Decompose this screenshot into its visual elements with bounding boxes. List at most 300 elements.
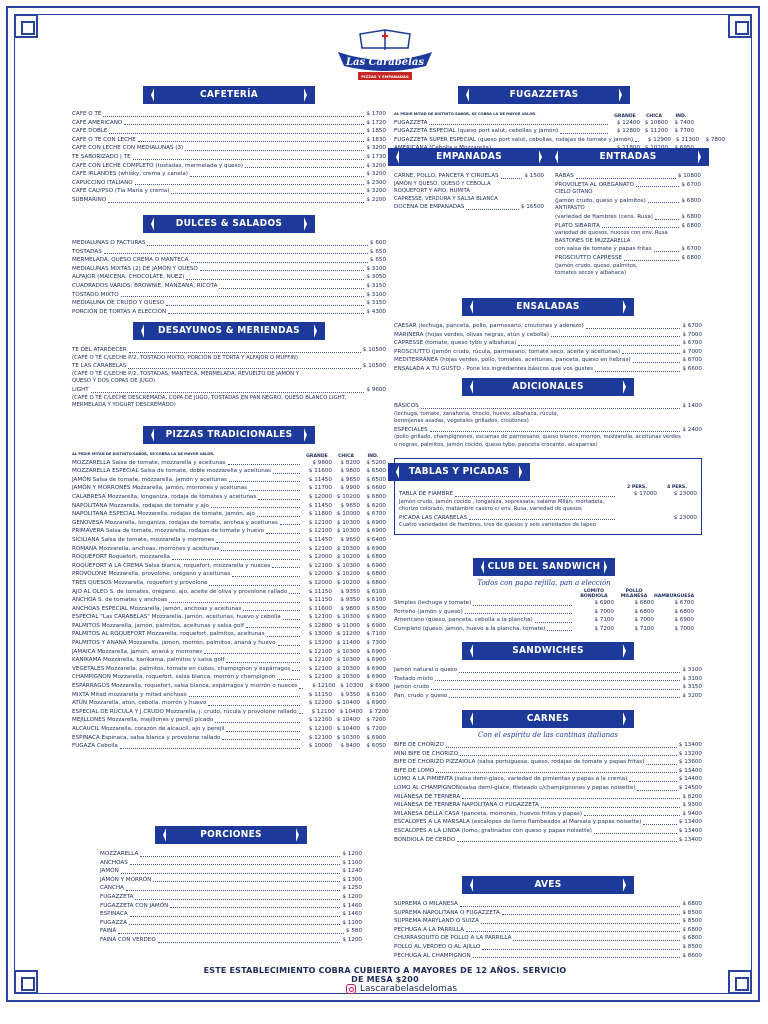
item-price: $ 12000 bbox=[308, 571, 332, 578]
menu-item bbox=[394, 934, 702, 943]
leader-dots bbox=[219, 287, 364, 289]
menu-item bbox=[394, 331, 702, 340]
menu-item bbox=[72, 570, 386, 579]
item-name: CALABRESA Mozzarella, longaniza, rodaja de tomates y aceitunas bbox=[72, 493, 257, 500]
leader-dots bbox=[209, 584, 300, 586]
item-price: $ 7000 bbox=[674, 625, 694, 632]
menu-item bbox=[72, 119, 386, 128]
item-price: $ 7000 bbox=[634, 617, 654, 624]
menu-item bbox=[394, 365, 702, 374]
menu-item bbox=[72, 716, 386, 725]
leader-dots bbox=[518, 344, 680, 346]
column-header: 4 PERS. bbox=[667, 485, 687, 490]
item-name: NAPOLITANA Mozzarella, rodajas de tomate y ajo bbox=[72, 502, 209, 509]
item-price: $ 1250 bbox=[342, 885, 362, 892]
half-flavor-note: AL PEDIR MITAD DE DISTINTO SABOR, SE COBRA LA DE MAYOR VALOR. bbox=[394, 112, 537, 116]
menu-item bbox=[72, 136, 386, 145]
menu-item bbox=[100, 902, 362, 911]
item-price: $ 6700 bbox=[366, 511, 386, 518]
leader-dots bbox=[108, 201, 364, 203]
menu-item bbox=[100, 876, 362, 885]
item-price: $ 7000 bbox=[682, 331, 702, 338]
item-name: MILANESA DE TERNERA NAPOLITANA O FUGAZZETA bbox=[394, 802, 539, 809]
item-name: TE DEL ATARDECER bbox=[72, 347, 127, 353]
section-desayunos bbox=[72, 322, 386, 410]
leader-dots bbox=[138, 140, 365, 142]
menu-item bbox=[72, 553, 386, 562]
item-price: $ 1200 bbox=[342, 893, 362, 900]
menu-item bbox=[72, 622, 386, 631]
leader-dots bbox=[576, 177, 676, 179]
item-price: $ 10800 bbox=[644, 119, 668, 126]
item-price: $ 6800 bbox=[681, 213, 701, 220]
menu-item bbox=[394, 917, 702, 926]
item-price: $ 650 bbox=[369, 248, 386, 255]
item-price: $ 1460 bbox=[342, 911, 362, 918]
leader-dots bbox=[460, 754, 677, 756]
item-name: PROVOLETA AL OREGANATO bbox=[555, 181, 635, 188]
menu-item bbox=[100, 919, 362, 928]
item-description: (CAFÉ O TÉ C/LECHE P/2, TOSTADAS, MANTECA, MERMELADA, REVUELTO DE JAMÓN Y bbox=[72, 370, 299, 377]
leader-dots bbox=[124, 123, 364, 125]
item-price: $ 12100 bbox=[308, 665, 332, 672]
item-price: $ 12100 bbox=[308, 648, 332, 655]
item-price: $ 13200 bbox=[308, 640, 332, 647]
leader-dots bbox=[277, 678, 300, 680]
section-fugazzetas bbox=[394, 86, 726, 153]
item-name: CHAMPIGNON Mozzarella, roquefort, salsa blanca, morrón y champignon bbox=[72, 674, 276, 681]
menu-item bbox=[100, 936, 362, 945]
item-price: $ 10400 bbox=[336, 726, 360, 732]
leader-dots bbox=[267, 635, 300, 637]
item-price: $ 1240 bbox=[342, 868, 362, 875]
menu-item bbox=[394, 348, 702, 357]
leader-dots bbox=[168, 312, 364, 314]
section-aves bbox=[394, 876, 702, 960]
item-price: $ 9650 bbox=[340, 536, 360, 543]
leader-dots bbox=[266, 532, 300, 534]
menu-item bbox=[72, 502, 386, 511]
item-price: $ 7800 bbox=[705, 136, 726, 143]
leader-dots bbox=[466, 208, 519, 210]
item-price: $ 10300 bbox=[336, 674, 360, 681]
menu-item bbox=[72, 273, 386, 282]
item-name: MILANESA DELLA CASA (panceta, morrones, huevos fritos y papas) bbox=[394, 810, 583, 817]
price-column-headers bbox=[394, 589, 694, 599]
item-name: TE LAS CARABELAS bbox=[72, 363, 127, 370]
item-price: $ 12100 bbox=[308, 726, 332, 732]
item-name: ENSALADA A TU GUSTO - Pone los ingredientes básicos que vos gustes bbox=[394, 365, 594, 372]
item-name: MEDIALUNAS O FACTURAS bbox=[72, 240, 146, 246]
item-price: $ 1830 bbox=[366, 136, 386, 143]
item-price: $ 7000 bbox=[682, 348, 702, 355]
leader-dots bbox=[226, 661, 300, 663]
item-name: MARINERA (hojas verdes, olivas negras, atún y cebolla) bbox=[394, 331, 549, 338]
item-price: $ 6900 bbox=[366, 700, 386, 707]
leader-dots bbox=[624, 259, 679, 261]
item-name: PRIMAVERA Salsa de tomate, mozzarella, rodajas de tomate y huevo bbox=[72, 528, 265, 535]
item-name: (jamón crudo, queso y palmitos) bbox=[555, 197, 646, 204]
menu-item bbox=[394, 127, 694, 136]
section-subtitle: Con el espíritu de las cantinas italianas bbox=[478, 731, 618, 739]
item-price: $ 6050 bbox=[366, 743, 386, 750]
leader-dots bbox=[584, 814, 680, 816]
leader-dots bbox=[481, 922, 680, 924]
section-title: ENTRADAS bbox=[558, 148, 698, 166]
item-description: CAPRESSE, VERDURA Y SALSA BLANCA bbox=[394, 195, 498, 202]
item-name: JAMÓN Salsa de tomate, mozzarella, jamón y aceitunas bbox=[72, 476, 227, 483]
item-price: $ 12400 bbox=[616, 119, 640, 126]
item-price: $ 5200 bbox=[366, 459, 386, 466]
item-price: $ 6900 bbox=[366, 519, 386, 526]
price-column-headers bbox=[72, 450, 386, 459]
section-title: CLUB DEL SANDWICH bbox=[484, 558, 604, 576]
item-price: $ 3100 bbox=[366, 265, 386, 272]
corner-ornament bbox=[728, 14, 752, 38]
item-price: $ 1100 bbox=[342, 919, 362, 926]
item-name: TOSTADAS bbox=[72, 248, 102, 255]
leader-dots bbox=[283, 618, 300, 620]
menu-item bbox=[394, 750, 702, 759]
menu-item bbox=[394, 909, 702, 918]
leader-dots bbox=[457, 840, 677, 842]
item-price: $ 3050 bbox=[366, 274, 386, 281]
item-name: MEDITERRÁNEA (hojas verdes, pollo, tomates, aceitunas, panceta, queso en hebras) bbox=[394, 357, 631, 364]
menu-item bbox=[394, 666, 702, 675]
item-price: $ 6800 bbox=[634, 600, 654, 606]
item-price: $ 7100 bbox=[634, 625, 654, 632]
menu-item bbox=[72, 308, 386, 317]
item-name: Jamón natural o queso bbox=[394, 667, 458, 673]
item-name: PROVOLONE Mozzarella, provolone, orégano y aceitunas bbox=[72, 571, 231, 578]
menu-item bbox=[555, 245, 701, 254]
menu-item bbox=[100, 850, 362, 859]
leader-dots bbox=[459, 671, 680, 673]
menu-item bbox=[72, 691, 386, 700]
item-description: (CAFÉ O TÉ C/LECHE P/2, TOSTADO MIXTO, PORCIÓN DE TORTA Y ALFAJOR O MUFFIN) bbox=[72, 354, 298, 361]
section-title: AVES bbox=[473, 876, 623, 894]
leader-dots bbox=[482, 948, 680, 950]
item-description: QUESO Y DOS COPAS DE JUGO) bbox=[72, 378, 156, 385]
leader-dots bbox=[211, 506, 300, 508]
item-price: $ 8400 bbox=[340, 743, 360, 750]
item-name: CAFE CON LECHE CON MEDIALUNAS (3) bbox=[72, 145, 184, 152]
menu-item bbox=[72, 734, 386, 743]
section-title: SANDWICHES bbox=[473, 642, 623, 660]
item-price: $ 10800 bbox=[677, 173, 701, 179]
item-name: MOZZARELLA ESPECIAL Salsa de tomate, doble mozzarella y aceitunas bbox=[72, 468, 272, 475]
leader-dots bbox=[430, 430, 681, 432]
item-name: PORCIÓN DE TORTAS A ELECCIÓN bbox=[72, 308, 167, 315]
leader-dots bbox=[648, 201, 680, 203]
leader-dots bbox=[633, 361, 681, 363]
item-name: ATÚN Mozzarella, atún, cebolla, morrón y huevo bbox=[72, 700, 207, 707]
item-description: (lechuga, tomate, zanahoria, choclo, huevo, albahaca, rúcula, bbox=[394, 410, 559, 417]
leader-dots bbox=[121, 872, 341, 874]
item-price: $ 6400 bbox=[366, 536, 386, 543]
instagram-handle[interactable] bbox=[346, 984, 457, 994]
item-price: $ 6500 bbox=[366, 468, 386, 475]
leader-dots bbox=[243, 609, 300, 611]
section-title: ADICIONALES bbox=[473, 378, 623, 396]
item-price: $ 12100 bbox=[308, 545, 332, 552]
leader-dots bbox=[602, 226, 680, 228]
item-price: $ 6900 bbox=[366, 528, 386, 535]
leader-dots bbox=[258, 498, 300, 500]
menu-item bbox=[72, 127, 386, 136]
leader-dots bbox=[208, 704, 300, 706]
item-name: BÁSICOS bbox=[394, 403, 419, 409]
section-title: CAFETERÍA bbox=[154, 86, 304, 104]
item-price: $ 1400 bbox=[682, 403, 702, 409]
item-name: Porteño (jamón y queso) bbox=[394, 608, 463, 615]
menu-item bbox=[394, 339, 702, 348]
item-price: $ 580 bbox=[345, 928, 362, 935]
leader-dots bbox=[169, 601, 300, 603]
item-name: SUPREMA MARYLAND O SUIZA bbox=[394, 918, 479, 925]
item-price: $ 13400 bbox=[678, 827, 702, 834]
item-price: $ 1200 bbox=[342, 936, 362, 943]
menu-item bbox=[555, 172, 701, 181]
item-name: ROMANA Mozzarella, anchoas, morrones y aceitunas bbox=[72, 545, 220, 552]
item-price: $ 6800 bbox=[682, 901, 702, 907]
menu-item bbox=[72, 639, 386, 648]
item-price: $ 10300 bbox=[336, 562, 360, 569]
item-price: $ 6900 bbox=[366, 665, 386, 672]
item-price: $ 9650 bbox=[340, 502, 360, 509]
item-price: $ 9350 bbox=[340, 597, 360, 604]
leader-dots bbox=[595, 370, 680, 372]
leader-dots bbox=[635, 140, 639, 142]
item-price: $ 10300 bbox=[336, 657, 360, 664]
leader-dots bbox=[455, 495, 615, 497]
leader-dots bbox=[191, 261, 368, 263]
item-name: TRES QUESOS Mozzarella, roquefort y provolone bbox=[72, 579, 208, 586]
section-club bbox=[394, 558, 694, 633]
item-name: CAPUCCINO ITALIANO bbox=[72, 179, 133, 186]
item-price: $ 7100 bbox=[594, 617, 614, 624]
item-price: $ 3200 bbox=[682, 692, 702, 699]
item-price: $ 1460 bbox=[342, 902, 362, 909]
leader-dots bbox=[130, 915, 341, 917]
menu-item bbox=[394, 599, 694, 608]
item-price: $ 23000 bbox=[673, 514, 697, 521]
item-description: MERMELADA Y YOGURT DESCREMADO) bbox=[72, 402, 176, 409]
item-price: $ 11150 bbox=[308, 588, 332, 595]
leader-dots bbox=[646, 763, 676, 765]
section-title: ENSALADAS bbox=[473, 298, 623, 316]
item-name: CAFE IRLANDES (whisky, crema y canela) bbox=[72, 171, 188, 178]
menu-item bbox=[72, 299, 386, 308]
item-price: $ 1720 bbox=[366, 119, 386, 126]
item-name: CANCHA bbox=[100, 885, 124, 892]
item-price: $ 10500 bbox=[362, 347, 386, 353]
item-name: CUADRADOS VARIOS: BROWNIE, MANZANA, RICOTA bbox=[72, 282, 218, 289]
item-name: CAFE O TÉ bbox=[72, 111, 102, 117]
item-price: $ 8500 bbox=[682, 909, 702, 916]
leader-dots bbox=[273, 472, 300, 474]
menu-item bbox=[394, 683, 702, 692]
leader-dots bbox=[135, 183, 365, 185]
leader-dots bbox=[460, 905, 681, 907]
item-price: $ 9800 bbox=[312, 459, 332, 466]
item-price: $ 11600 bbox=[308, 468, 332, 475]
item-price: $ 9900 bbox=[340, 485, 360, 492]
item-price: $ 6200 bbox=[366, 502, 386, 509]
item-price: $ 7200 bbox=[366, 717, 386, 724]
section-title: CARNES bbox=[473, 710, 623, 728]
item-name: MOZZARELLA bbox=[100, 851, 139, 857]
leader-dots bbox=[655, 218, 679, 220]
item-price: $ 7000 bbox=[594, 608, 614, 615]
menu-item bbox=[72, 742, 386, 751]
item-price: $ 13400 bbox=[678, 836, 702, 843]
item-price: $ 14400 bbox=[678, 776, 702, 783]
item-name: MEDIALUNA DE CRUDO Y QUESO bbox=[72, 300, 165, 307]
item-price: $ 3200 bbox=[366, 145, 386, 152]
menu-item bbox=[394, 827, 702, 836]
menu-item bbox=[72, 162, 386, 171]
leader-dots bbox=[222, 738, 300, 740]
menu-item bbox=[72, 630, 386, 639]
leader-dots bbox=[501, 177, 523, 179]
leader-dots bbox=[171, 192, 364, 194]
column-header: IND. bbox=[675, 113, 687, 119]
menu-item bbox=[72, 459, 386, 468]
menu-item bbox=[394, 172, 544, 181]
item-price: $ 12100 bbox=[308, 528, 332, 535]
leader-dots bbox=[104, 252, 368, 254]
item-name: JAMÓN Y MORRONES Mozzarella, jamón, morrones y aceitunas bbox=[72, 485, 247, 492]
item-price: $ 7200 bbox=[369, 708, 389, 715]
leader-dots bbox=[654, 250, 680, 252]
item-name: PECHUGA A LA PARRILLA bbox=[394, 926, 464, 933]
item-price: $ 3200 bbox=[366, 188, 386, 195]
item-name: Americano (queso, panceta, cebolla a la plancha) bbox=[394, 617, 533, 624]
menu-item bbox=[394, 136, 726, 145]
item-name: Tostado mixto bbox=[394, 675, 434, 682]
leader-dots bbox=[221, 549, 300, 551]
item-name: CAPRESSE (tomate, queso tybo y albahaca) bbox=[394, 340, 517, 347]
item-price: $ 12100 bbox=[308, 717, 332, 724]
item-price: $ 13400 bbox=[678, 767, 702, 774]
leader-dots bbox=[121, 295, 365, 297]
item-price: $ 6800 bbox=[681, 254, 701, 261]
item-name: FUGAZZETA bbox=[100, 893, 134, 900]
item-name: NAPOLITANA ESPECIAL Mozzarella, rodajas de tomate, jamón, ajo bbox=[72, 511, 255, 518]
item-name: VEGETALES Mozzarella, palmitos, tomate en cubos, champignon y espárragos bbox=[72, 665, 291, 672]
item-price: $ 12800 bbox=[308, 622, 332, 629]
item-name: FAINÁ bbox=[100, 928, 117, 935]
item-price: $ 4300 bbox=[366, 308, 386, 315]
menu-item bbox=[72, 187, 386, 196]
item-price: $ 11450 bbox=[308, 502, 332, 509]
leader-dots bbox=[216, 541, 300, 543]
item-price: $ 9650 bbox=[340, 476, 360, 483]
item-price: $ 1100 bbox=[342, 859, 362, 866]
item-description: Cuatro variedades de fiambres, tres de quesos y seis variedades de tapeo bbox=[399, 522, 596, 529]
item-price: $ 14500 bbox=[678, 784, 702, 791]
menu-item bbox=[72, 346, 386, 355]
item-price: $ 9350 bbox=[340, 691, 360, 698]
item-name: CAFE AMERICANO bbox=[72, 119, 123, 126]
item-name: Pan, crudo y queso bbox=[394, 692, 448, 699]
leader-dots bbox=[118, 932, 344, 934]
menu-item bbox=[72, 467, 386, 476]
item-price: $ 8600 bbox=[682, 952, 702, 959]
item-name: Completo (queso, jamón, huevo a la plancha, tomate) bbox=[394, 625, 546, 632]
item-description: variedad de quesos, nueces con env. Rusa bbox=[555, 230, 668, 237]
leader-dots bbox=[158, 941, 341, 943]
item-price: $ 9350 bbox=[340, 588, 360, 595]
menu-item bbox=[72, 682, 390, 691]
item-name: PALMITOS Y ANANÁ Mozzarella, jamón, morrón, palmitos, ananá y huevo bbox=[72, 640, 276, 647]
menu-item bbox=[394, 616, 694, 625]
item-name: SICILIANA Salsa de tomate, mozzarella y morrones bbox=[72, 536, 215, 543]
item-price: $ 11800 bbox=[308, 511, 332, 518]
leader-dots bbox=[643, 823, 677, 825]
menu-item bbox=[394, 801, 702, 810]
item-price: $ 13400 bbox=[678, 819, 702, 826]
section-carnes bbox=[394, 710, 702, 844]
item-price: $ 10300 bbox=[336, 614, 360, 621]
item-name: PROSCIUTTO (jamón crudo, rúcula, parmesano, tomate seco, aceite y aceitunas) bbox=[394, 348, 621, 355]
leader-dots bbox=[622, 352, 680, 354]
leader-dots bbox=[299, 712, 303, 714]
menu-item bbox=[100, 867, 362, 876]
item-name: ESPINACA Espinaca, salsa blanca y provolone rallado bbox=[72, 734, 221, 741]
item-name: PALMITOS AL ROQUEFORT Mozzarella, roquefort, palmitos, aceitunas bbox=[72, 631, 265, 638]
menu-item bbox=[72, 562, 386, 571]
menu-item bbox=[72, 725, 386, 734]
item-price: $ 10400 bbox=[339, 708, 363, 715]
section-empanadas bbox=[394, 148, 544, 212]
menu-item bbox=[72, 179, 386, 188]
item-name: SUPREMA NAPOLITANA O FUGAZZETA bbox=[394, 909, 500, 916]
item-name: SUBMARINO bbox=[72, 196, 107, 203]
item-price: $ 12100 bbox=[311, 708, 335, 715]
leader-dots bbox=[186, 278, 364, 280]
item-price: $ 2200 bbox=[366, 196, 386, 203]
menu-item bbox=[555, 197, 701, 206]
column-header: GRANDE bbox=[614, 113, 636, 119]
item-price: $ 7300 bbox=[366, 640, 386, 647]
column-header: LOMITO BONDIOLA bbox=[580, 589, 608, 599]
item-price: $ 600 bbox=[369, 240, 386, 246]
item-price: $ 3200 bbox=[366, 162, 386, 169]
leader-dots bbox=[449, 696, 680, 698]
item-price: $ 6800 bbox=[682, 935, 702, 942]
item-name: JAMÓN Y MORRÓN bbox=[100, 876, 152, 883]
item-price: $ 10400 bbox=[336, 717, 360, 724]
item-price: $ 6900 bbox=[674, 617, 694, 624]
item-price: $ 13000 bbox=[308, 631, 332, 638]
item-name: Jamón crudo bbox=[394, 684, 430, 691]
leader-dots bbox=[435, 679, 680, 681]
item-price: $ 9800 bbox=[340, 605, 360, 612]
item-price: $ 7200 bbox=[366, 726, 386, 732]
section-title: FUGAZZETAS bbox=[469, 86, 619, 104]
item-price: $ 8200 bbox=[682, 793, 702, 800]
leader-dots bbox=[535, 621, 572, 623]
item-price: $ 3150 bbox=[366, 282, 386, 289]
menu-item bbox=[100, 910, 362, 919]
item-price: $ 6900 bbox=[366, 657, 386, 664]
item-description: berenjenas asadas, vegetales grillados, croutones) bbox=[394, 418, 529, 425]
item-name: FAINÁ CON VERDEO bbox=[100, 936, 156, 943]
item-price: $ 6900 bbox=[366, 648, 386, 655]
menu-item bbox=[72, 665, 386, 674]
